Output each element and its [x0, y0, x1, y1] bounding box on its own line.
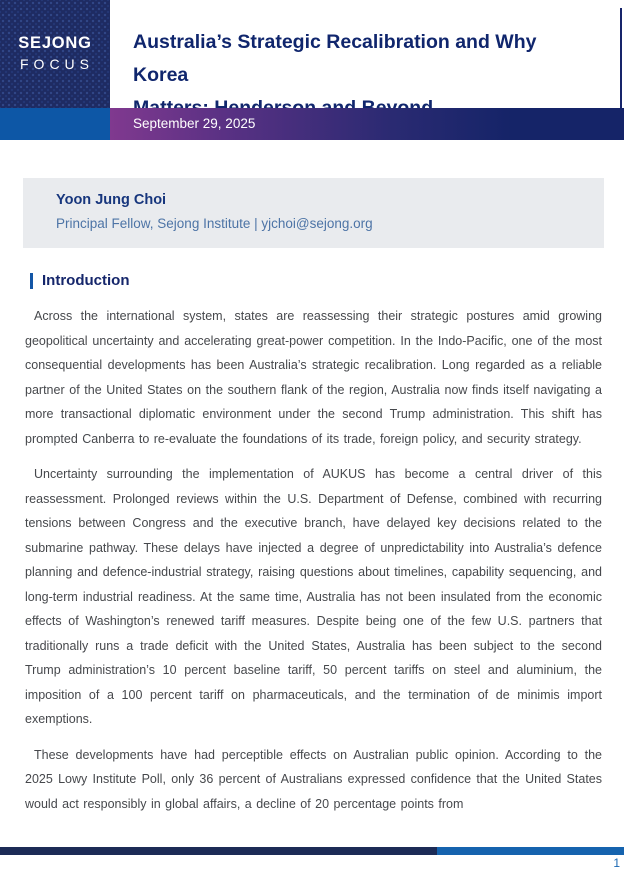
footer-bar-navy-segment — [0, 847, 437, 855]
article-title-line1: Australia’s Strategic Recalibration and Why Korea — [133, 31, 537, 86]
date-bar — [110, 108, 624, 140]
page-number: 1 — [613, 856, 620, 870]
section-heading-introduction — [30, 272, 602, 289]
section-heading-text: Introduction — [42, 272, 130, 289]
author-name: Yoon Jung Choi — [56, 192, 167, 208]
logo-text-focus: FOCUS — [20, 56, 94, 72]
logo-text-sejong: SEJONG — [18, 34, 92, 52]
publication-date: September 29, 2025 — [133, 116, 256, 131]
paragraph-1: Across the international system, states are reassessing their strategic postures amid growing geopolitical uncertainty and accelerating great-power competition. In the Indo-Pacific, one of the most consequential developments has been Australia’s strategic recalibration. Long regarded as a reliable partner of the United States on the southern flank of the region, Australia now finds itself navigating a more transactional diplomatic environment under the second Trump administration. This shift has prompted Canberra to re-evaluate the foundations of its trade, foreign policy, and security strategy. — [25, 309, 602, 446]
paragraph-2: Uncertainty surrounding the implementation of AUKUS has become a central driver of this reassessment. Prolonged reviews within the U.S. Department of Defense, combined with recurring tensions between Congress and the executive branch, have delayed key decisions related to the submarine pathway. These delays have injected a degree of unpredictability into Australia’s defence planning and defence-industrial strategy, raising questions about timelines, capability sequencing, and long-term industrial readiness. At the same time, Australia has not been insulated from the economic effects of Washington’s renewed tariff measures. Despite being one of the few U.S. partners that traditionally runs a trade deficit with the United States, Australia has been subject to the second Trump administration’s 10 percent baseline tariff, 50 percent tariffs on steel and aluminium, the imposition of a 100 percent tariff on pharmaceuticals, and the termination of de minimis import exemptions. — [25, 467, 602, 726]
article-body — [25, 272, 602, 827]
heading-marker-bar — [30, 273, 33, 289]
sejong-focus-logo — [0, 0, 110, 108]
paragraph-3: These developments have had perceptible effects on Australian public opinion. According to the 2025 Lowy Institute Poll, only 36 percent of Australians expressed confidence that the United States would act responsibly in global affairs, a decline of 20 percentage points from — [25, 747, 602, 811]
logo-accent-block — [0, 108, 110, 140]
footer-bar-blue-segment — [437, 847, 624, 855]
author-box — [23, 178, 604, 248]
header-right-rule — [620, 8, 622, 108]
author-affiliation: Principal Fellow, Sejong Institute | yjchoi@sejong.org — [56, 216, 373, 231]
footer-bar — [0, 847, 624, 855]
